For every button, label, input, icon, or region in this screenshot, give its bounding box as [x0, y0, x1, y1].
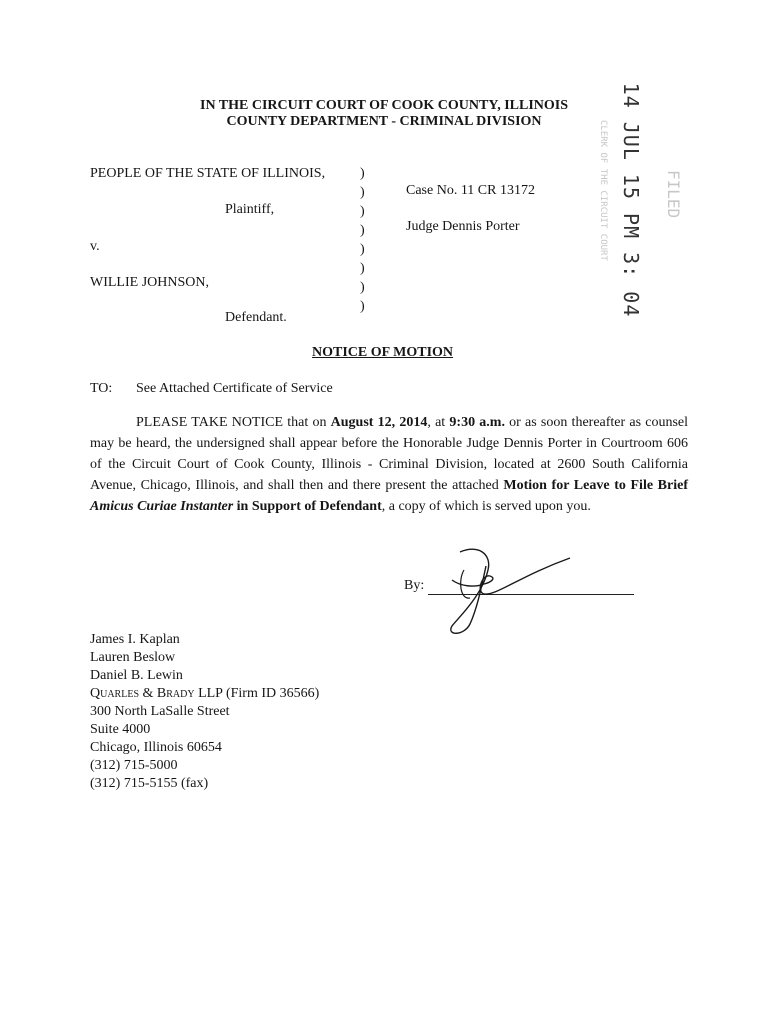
paren: )	[360, 223, 365, 238]
address-line: Suite 4000	[90, 722, 151, 737]
motion-title-part: in Support of Defendant	[233, 499, 382, 514]
hearing-date: August 12, 2014	[330, 415, 428, 430]
paren: )	[360, 242, 365, 257]
plaintiff-name: PEOPLE OF THE STATE OF ILLINOIS,	[90, 166, 326, 181]
attorney-block	[90, 631, 319, 793]
filing-stamp: 14 JUL 15 PM 3: 04	[619, 82, 643, 318]
stamp-filed-faint: FILED	[664, 170, 683, 219]
phone-number: (312) 715-5000	[90, 758, 178, 773]
to-value: See Attached Certificate of Service	[136, 381, 333, 396]
paren: )	[360, 299, 365, 314]
firm-id: LLP (Firm ID 36566)	[194, 686, 320, 701]
motion-title-italic: Amicus Curiae Instanter	[90, 499, 234, 514]
body-text: PLEASE TAKE NOTICE that on	[136, 415, 331, 430]
fax-number: (312) 715-5155 (fax)	[90, 776, 209, 791]
case-number: Case No. 11 CR 13172	[406, 183, 535, 198]
body-text: or as soon thereafter as counsel may be heard, the undersigned shall appear before the Honorable Judge Dennis Porter in Courtroom 606 of the Circuit Court of Cook County, Illinois - Criminal Division, located at 2600 South California Avenue, Chicago, Illinois, and shall then and there present the attached	[90, 415, 689, 493]
paren: )	[360, 185, 365, 200]
defendant-role: Defendant.	[225, 310, 287, 325]
attorney-name: Daniel B. Lewin	[90, 668, 183, 683]
court-heading-line2: COUNTY DEPARTMENT - CRIMINAL DIVISION	[226, 114, 542, 129]
attorney-name: James I. Kaplan	[90, 632, 180, 647]
firm-line	[90, 685, 319, 703]
caption-parentheses	[360, 164, 372, 316]
paren: )	[360, 280, 365, 295]
address-line: Chicago, Illinois 60654	[90, 740, 222, 755]
court-heading-line1: IN THE CIRCUIT COURT OF COOK COUNTY, ILLINOIS	[200, 98, 568, 113]
defendant-name: WILLIE JOHNSON,	[90, 275, 209, 290]
paren: )	[360, 204, 365, 219]
handwritten-signature	[430, 540, 590, 640]
by-label: By:	[404, 578, 425, 593]
notice-body	[90, 412, 688, 517]
address-line: 300 North LaSalle Street	[90, 704, 230, 719]
judge-name: Judge Dennis Porter	[406, 219, 520, 234]
motion-title-part: Motion for Leave to File Brief	[503, 478, 688, 493]
plaintiff-role: Plaintiff,	[225, 202, 275, 217]
firm-name: Quarles & Brady	[90, 686, 195, 701]
body-text: , at	[427, 415, 450, 430]
paren: )	[360, 166, 365, 181]
attorney-name: Lauren Beslow	[90, 650, 176, 665]
stamp-clerk-faint: CLERK OF THE CIRCUIT COURT	[598, 120, 608, 261]
body-text: , a copy of which is served upon you.	[381, 499, 591, 514]
document-title: NOTICE OF MOTION	[312, 345, 454, 360]
to-label: TO:	[90, 381, 113, 396]
paren: )	[360, 261, 365, 276]
hearing-time: 9:30 a.m.	[449, 415, 505, 430]
versus: v.	[90, 239, 100, 254]
